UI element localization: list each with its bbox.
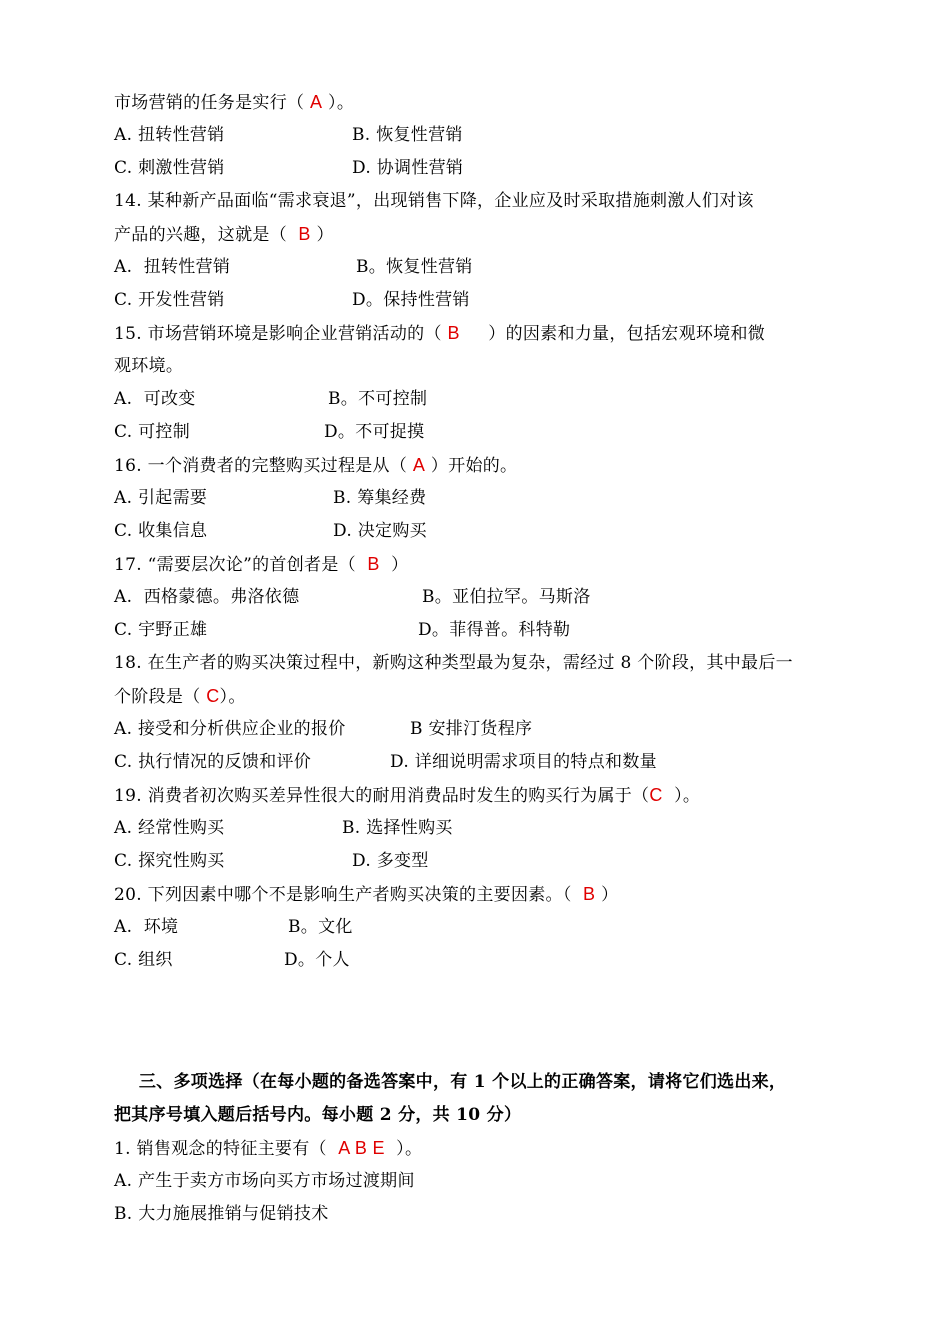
question-20-stem [114,878,618,911]
question-text: 市场营销的任务是实行（ [114,93,311,113]
option-row [114,515,427,548]
option-d: D. 详细说明需求项目的特点和数量 [390,752,657,772]
option-row [114,581,591,614]
option-b: B. 筹集经费 [333,488,427,508]
option-c: C. 开发性营销 [114,290,225,310]
question-15-stem [114,317,765,350]
option-row [114,482,427,515]
answer-mark: B [367,554,380,574]
option-row [114,284,470,317]
option-row [114,416,425,449]
option-a: A. 经常性购买 [114,818,225,838]
option-row [114,944,350,977]
question-15-stem-end: 观环境。 [114,356,184,376]
question-18-stem: 18. 在生产者的购买决策过程中，新购这种类型最为复杂，需经过 8 个阶段，其中最后一 [114,653,793,673]
option-row [114,251,473,284]
question-text: ） [379,555,409,575]
question-text: 产品的兴趣，这就是（ [114,225,299,245]
option-b: B。不可控制 [328,389,428,409]
option-b: B 安排汀货程序 [410,719,533,739]
answer-mark: A [412,455,426,475]
option-d: D。菲得普。科特勒 [418,620,571,640]
option-c: C. 执行情况的反馈和评价 [114,752,312,772]
section-heading: 三、多项选择（在每小题的备选答案中，有 1 个以上的正确答案，请将它们选出来， [114,1072,787,1092]
answer-mark: A [310,92,323,112]
question-text: 1. 销售观念的特征主要有（ [114,1139,339,1159]
option-c: C. 可控制 [114,422,191,442]
option-a: A. 扭转性营销 [114,125,225,145]
option-a: A. 产生于卖方市场向买方市场过渡期间 [114,1171,415,1191]
option-a: A. 环境 [114,917,179,937]
option-c: C. 宇野正雄 [114,620,208,640]
option-a: A. 引起需要 [114,488,208,508]
question-19-stem [114,779,700,812]
option-a: A. 接受和分析供应企业的报价 [114,719,346,739]
option-b: B. 选择性购买 [342,818,453,838]
option-c: C. 组织 [114,950,173,970]
answer-mark: A B E [338,1138,385,1158]
option-d: D. 决定购买 [333,521,427,541]
option-a: A. 西格蒙德。弗洛依德 [114,587,300,607]
option-b: B。恢复性营销 [356,257,473,277]
option-d: D。个人 [284,950,350,970]
option-row [114,119,463,152]
question-text: 19. 消费者初次购买差异性很大的耐用消费品时发生的购买行为属于（ [114,786,650,806]
option-row [114,383,428,416]
question-14-stem: 14. 某种新产品面临“需求衰退”，出现销售下降，企业应及时采取措施刺激人们对该 [114,191,754,211]
question-text: 15. 市场营销环境是影响企业营销活动的（ [114,324,448,344]
question-text: ） [310,225,334,245]
question-text: ） [595,885,619,905]
option-b: B。文化 [288,917,353,937]
question-14-stem-end [114,218,334,251]
answer-mark: B [447,323,460,343]
question-17-stem [114,548,408,581]
question-text: ）。 [322,93,355,113]
option-b: B. 大力施展推销与促销技术 [114,1204,329,1224]
option-row [114,845,429,878]
question-text: 20. 下列因素中哪个不是影响生产者购买决策的主要因素。（ [114,885,584,905]
option-row [114,812,453,845]
section-heading-cont: 把其序号填入题后括号内。每小题 2 分，共 10 分） [114,1105,522,1125]
option-row [114,713,533,746]
question-13-stem-end [114,86,354,119]
option-c: C. 刺激性营销 [114,158,225,178]
question-text: ）。 [662,786,701,806]
question-text: ）。 [219,687,246,707]
option-row [114,152,464,185]
answer-mark: B [583,884,596,904]
option-d: D. 多变型 [352,851,429,871]
option-row [114,911,353,944]
answer-mark: C [649,785,663,805]
answer-mark: B [298,224,311,244]
question-text: 个阶段是（ [114,687,207,707]
option-b: B. 恢复性营销 [352,125,463,145]
option-d: D。保持性营销 [352,290,470,310]
question-text: ）开始的。 [425,456,518,476]
option-c: C. 探究性购买 [114,851,225,871]
question-18-stem-end [114,680,246,713]
option-d: D。不可捉摸 [324,422,425,442]
answer-mark: C [206,686,220,706]
question-text: 17. “需要层次论”的首创者是（ [114,555,368,575]
option-row [114,746,657,779]
option-a: A. 可改变 [114,389,196,409]
question-16-stem [114,449,517,482]
option-d: D. 协调性营销 [352,158,464,178]
question-text: 16. 一个消费者的完整购买过程是从（ [114,456,413,476]
question-text: ）的因素和力量，包括宏观环境和微 [459,324,766,344]
option-c: C. 收集信息 [114,521,208,541]
option-a: A. 扭转性营销 [114,257,231,277]
multi-question-1-stem [114,1132,422,1165]
option-b: B。亚伯拉罕。马斯洛 [422,587,591,607]
question-text: ）。 [384,1139,423,1159]
option-row [114,614,571,647]
